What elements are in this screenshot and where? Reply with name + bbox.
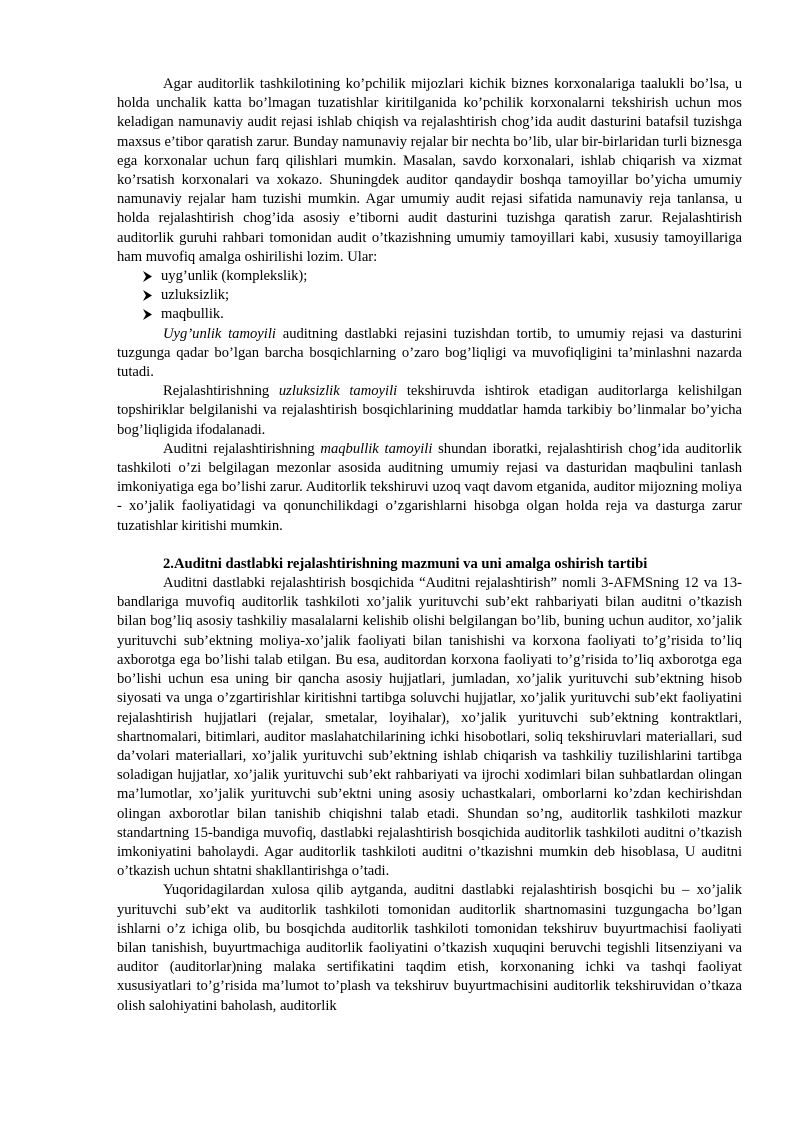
paragraph-intro: Agar auditorlik tashkilotining ko’pchilik mijozlari kichik biznes korxonalariga taalukli bo’lsa, u holda unchalik katta bo’lmagan tuzatishlar kiritilganida ko’pchilik korxonalarni tekshirish uchun mos keladigan namunaviy audit rejasi ishlab chiqish va rejalashtirish chog’ida audit dasturini batafsil tuzishga maxsus e’tibor qaratish zarur. Bunday namunaviy rejalar bir nechta bo’lib, ular bir-birlaridan turli biznesga ega korxonalar uchun farq qilishlari mumkin. Masalan, savdo korxonalari, ishlab chiqarish va xizmat ko’rsatish korxonalari va xokazo. Shuningdek auditor qandaydir boshqa tamoyillar bo’yicha umumiy namunaviy rejalar ham tuzishi mumkin. Agar umumiy audit rejasi sifatida namunaviy reja tanlansa, u holda rejalashtirish chog’ida asosiy e’tiborni audit dasturini tuzishga qaratish zarur. Rejalashtirish auditorlik guruhi rahbari tomonidan audit o’tkazishning umumiy tamoyillari kabi, xususiy tamoyillariga ham muvofiq amalga oshirilishi lozim. Ular: [117,76,742,265]
list-item-label: maqbullik. [161,306,224,323]
paragraph-maqbullik [117,440,742,536]
term-uygunlik: Uyg’unlik tamoyili [163,325,276,342]
arrowhead-bullet-icon [142,267,153,282]
list-item [117,286,742,305]
paragraph-text: Rejalashtirishning [163,383,279,400]
paragraph-text: auditning dastlabki rejasini tuzishdan tortib, to umumiy rejasi va dasturini tuzgunga qadar bo’lgan barcha bosqichlarning o’zaro bog’liqligi va muvofiqligini ta’minlashni nazarda tutadi. [117,325,742,381]
paragraph-preliminary-planning: Auditni dastlabki rejalashtirish bosqichida “Auditni rejalashtirish” nomli 3-AFMSning 12 va 13-bandlariga muvofiq auditorlik tashkiloti xo’jalik yurituvchi sub’ekt rahbariyati bilan auditni o’tkazish bilan bog’liq asosiy tashkiliy masalalarni kelishib olishi belgilangan bo’lib, buning uchun auditor, xo’jalik yurituvchi sub’ektning moliya-xo’jalik faoliyati bilan tanishishi va korxona faoliyati to’g’risida to’liq axborotga ega bo’lishi talab etilgan. Bu esa, auditordan korxona faoliyati to’g’risida to’liq axborotga ega bo’lishi uchun esa uning bir qancha asosiy hujjatlari, jumladan, xo’jalik yurituvchi sub’ektning hisob siyosati va unga o’zgartirishlar kiritishni tartibga soluvchi hujjatlar, xo’jalik yurituvchi sub’ekt faoliyatini rejalashtirish hujjatlari (rejalar, smetalar, loyihalar), xo’jalik yurituvchi sub’ektning kontraktlari, shartnomalari, bitimlari, auditor maslahatchilarining ichki hisobotlari, soliq tekshiruvlari materiallari, sud da’volari materiallari, xo’jalik yurituvchi sub’ektning ishlab chiqarish va tashkiliy tuzilishlarini tartibga soladigan hujjatlar, xo’jalik yurituvchi sub’ekt rahbariyati va ijrochi xodimlari bilan suhbatlardan olingan ma’lumotlar, xo’jalik yurituvchi sub’ektni uning asosiy uchastkalari, omborlarni ko’zdan kechirishdan olingan axborotlar bilan tanishib chiqishni talab etadi. Shundan so’ng, auditorlik tashkiloti mazkur standartning 15-bandiga muvofiq, dastlabki rejalashtirish bosqichida auditorlik tashkiloti auditni o’tkazish imkoniyatini baholaydi. Agar auditorlik tashkiloti auditni o’tkazishni mumkin deb hisoblasa, U auditni o’tkazish uchun shtatni shakllantirishga o’tadi. [117,575,742,880]
arrowhead-bullet-icon [142,286,153,301]
section-heading: 2.Auditni dastlabki rejalashtirishning mazmuni va uni amalga oshirish tartibi [163,555,648,572]
list-item-label: uyg’unlik (komplekslik); [161,268,308,285]
term-uzluksizlik: uzluksizlik tamoyili [278,383,398,400]
paragraph-conclusion: Yuqoridagilardan xulosa qilib aytganda, auditni dastlabki rejalashtirish bosqichi bu – xo’jalik yurituvchi sub’ekt va auditorlik tashkiloti tomonidan auditorlik shartnomasini tuzgungacha bo’lgan ishlarni o’z ichiga olib, bu bosqichda auditorlik tashkiloti tomonidan tekshiruv buyurtmachisi faoliyati bilan tanishish, buyurtmachiga auditorlik faoliyatini o’tkazish xuquqini beruvchi tegishli litsenziyani va auditor (auditorlar)ning malaka sertifikatini taqdim etish, korxonaning ichki va tashqi faoliyat xususiyatlari to’g’risida ma’lumot to’plash va tekshiruv buyurtmachisini auditorlik tekshiruvidan o’tkaza olish salohiyatini baholash, auditorlik [117,882,742,1014]
term-maqbullik: maqbullik tamoyili [320,440,433,457]
paragraph-uygunlik [117,325,742,383]
list-item [117,267,742,286]
paragraph-text: Auditni rejalashtirishning [163,440,321,457]
principles-list [117,267,742,325]
paragraph-uzluksizlik [117,382,742,440]
arrowhead-bullet-icon [142,305,153,320]
list-item [117,305,742,324]
list-item-label: uzluksizlik; [161,287,230,304]
document-page [117,75,742,1016]
paragraph-text: shundan iboratki, rejalashtirish chog’ida auditorlik tashkiloti o’zi belgilagan mezonlar asosida auditning umumiy rejasi va dasturidan maqbulini tanlash imkoniyatiga ega bo’lishi zarur. Auditorlik tekshiruvi uzoq vaqt davom etganida, auditor mijozning moliya - xo’jalik faoliyatidagi va qonunchilikdagi o’zgarishlarni hisobga olgan holda reja va dasturga zarur tuzatishlar kiritishi mumkin. [117,440,742,534]
paragraph-text: tekshiruvda ishtirok etadigan auditorlarga kelishilgan topshiriklar belgilanishi va rejalashtirish bosqichlarining muddatlar hamda tarkibiy bo’linmalar bo’yicha bog’liqligida ifodalanadi. [117,383,742,438]
